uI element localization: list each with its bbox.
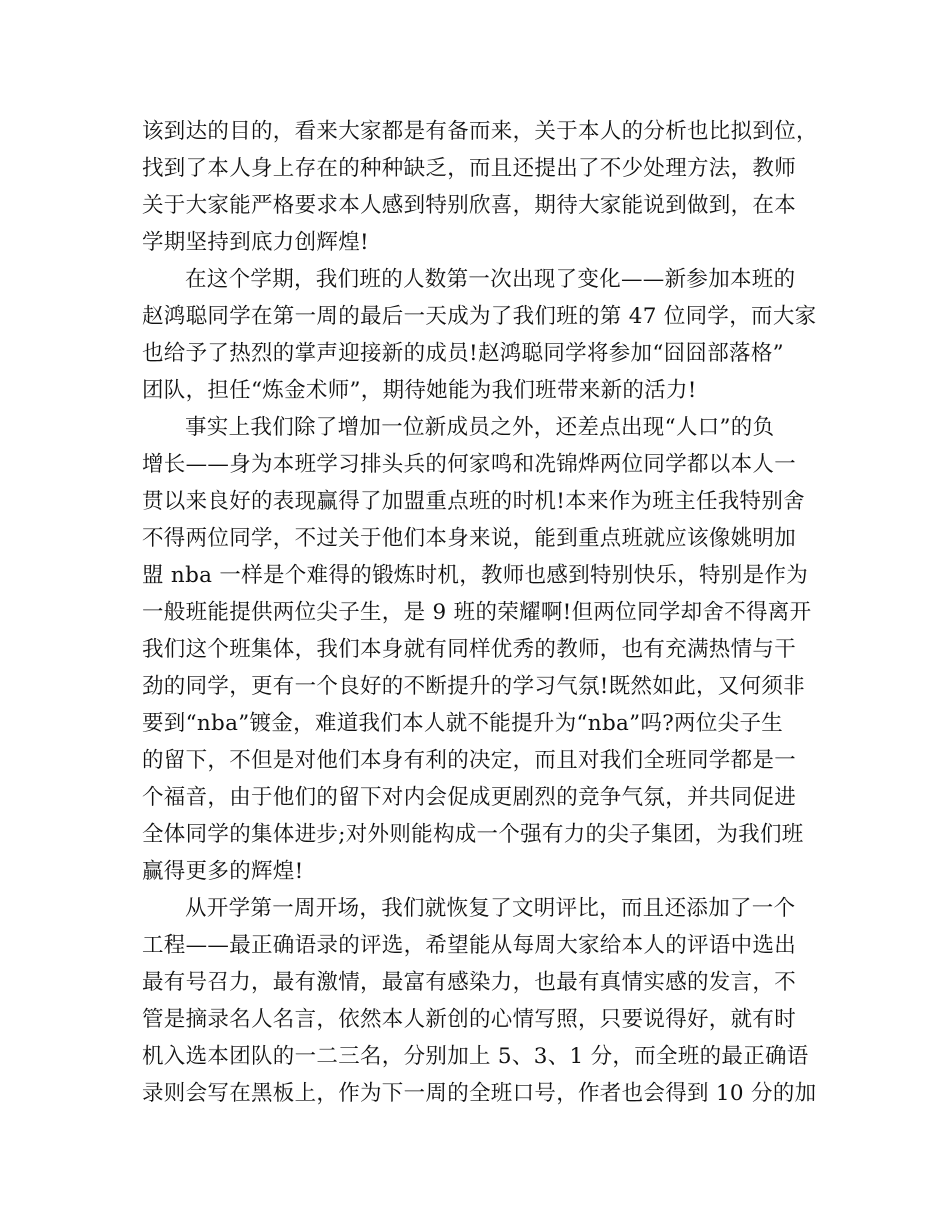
text-line: 该到达的目的，看来大家都是有备而来，关于本人的分析也比拟到位， [142,119,818,144]
text-line: 最有号召力，最有激情，最富有感染力，也最有真情实感的发言，不 [142,970,797,995]
text-line: 赢得更多的辉煌! [142,859,304,884]
text-line: 机入选本团队的一二三名，分别加上 5、3、1 分，而全班的最正确语 [142,1044,809,1069]
text-line: 也给予了热烈的掌声迎接新的成员!赵鸿聪同学将参加“囧囧部落格” [142,341,784,366]
text-line: 个福音，由于他们的留下对内会促成更剧烈的竞争气氛，并共同促进 [142,785,797,810]
text-line: 学期坚持到底力创辉煌! [142,230,369,255]
text-line: 盟 nba 一样是个难得的锻炼时机，教师也感到特别快乐，特别是作为 [142,563,808,588]
text-line: 我们这个班集体，我们本身就有同样优秀的教师，也有充满热情与干 [142,637,797,662]
paragraph-start-line: 事实上我们除了增加一位新成员之外，还差点出现“人口”的负 [185,415,775,440]
text-line: 关于大家能严格要求本人感到特别欣喜，期待大家能说到做到，在本 [142,193,797,218]
paragraph-start-line: 从开学第一周开场，我们就恢复了文明评比，而且还添加了一个 [185,896,796,921]
text-line: 找到了本人身上存在的种种缺乏，而且还提出了不少处理方法，教师 [142,156,797,181]
text-line: 增长——身为本班学习排头兵的何家鸣和冼锦烨两位同学都以本人一 [142,452,797,477]
text-line: 赵鸿聪同学在第一周的最后一天成为了我们班的第 47 位同学，而大家 [142,304,817,329]
text-line: 工程——最正确语录的评选，希望能从每周大家给本人的评语中选出 [142,933,797,958]
text-line: 团队，担任“炼金术师”，期待她能为我们班带来新的活力! [142,378,697,403]
text-line: 录则会写在黑板上，作为下一周的全班口号，作者也会得到 10 分的加 [142,1081,817,1106]
text-line: 全体同学的集体进步;对外则能构成一个强有力的尖子集团，为我们班 [142,822,804,847]
text-line: 一般班能提供两位尖子生，是 9 班的荣耀啊!但两位同学却舍不得离开 [142,600,812,625]
text-line: 不得两位同学，不过关于他们本身来说，能到重点班就应该像姚明加 [142,526,797,551]
document-body [142,113,842,1112]
text-line: 贯以来良好的表现赢得了加盟重点班的时机!本来作为班主任我特别舍 [142,489,805,514]
text-line: 要到“nba”镀金，难道我们本人就不能提升为“nba”吗?两位尖子生 [142,711,784,736]
text-line: 的留下，不但是对他们本身有利的决定，而且对我们全班同学都是一 [142,748,797,773]
paragraph-start-line: 在这个学期，我们班的人数第一次出现了变化——新参加本班的 [185,267,796,292]
text-line: 管是摘录名人名言，依然本人新创的心情写照，只要说得好，就有时 [142,1007,797,1032]
text-line: 劲的同学，更有一个良好的不断提升的学习气氛!既然如此，又何须非 [142,674,805,699]
